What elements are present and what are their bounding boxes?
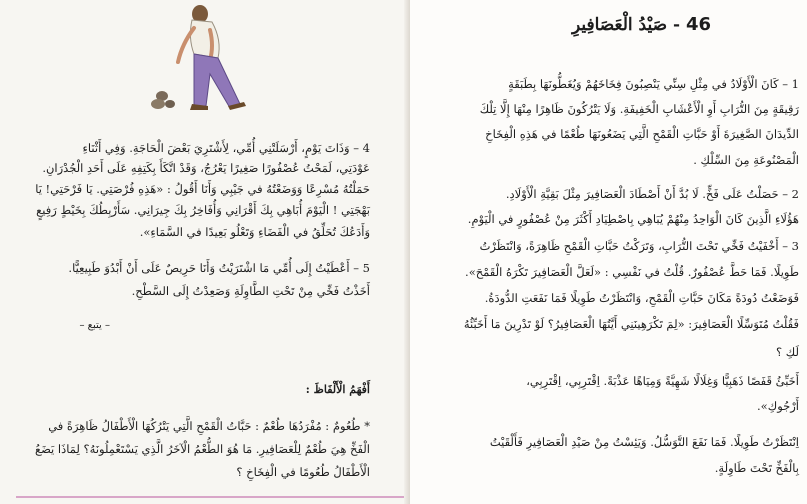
story-line: أَرْجُوكِ». [757, 399, 799, 413]
page-edge-rule [16, 496, 410, 498]
to-be-continued: – يتبع – [79, 320, 110, 331]
story-line: الدِّيدَانَ الصَّغِيرَةَ أَوْ حَبَّاتِ الْقَمْحِ الَّتِي يَضَعُونَهَا طُعْمًا في هَذِهِ الْفِخَاخِ [485, 127, 799, 141]
story-line: الْمَصْنُوعَةِ مِنَ السِّلْكِ . [693, 153, 799, 167]
story-line: لَكِ ؟ [776, 345, 799, 359]
story-line: أَخَذْتُ فَخِّي مِنْ تَحْتِ الطَّاوِلَةِ وَصَعِدْتُ إِلَى السَّطْحِ. [131, 284, 370, 298]
story-line: طَوِيلًا. فَمَا حَطَّ عُصْفُورٌ. قُلْتُ في نَفْسِي : «لَعَلَّ الْعَصَافِيرَ تَكْرَهُ الْقَمْحَ». [465, 265, 799, 279]
story-line: 4 – وَذَاتَ يَوْمٍ، أَرْسَلَتْنِي أُمِّي، لِأَشْتَرِيَ بَعْضَ الْحَاجَةِ. وَفِي أَثْنَاءِ [82, 141, 370, 155]
story-line: فَوَضَعْتُ دُودَةً مَكَانَ حَبَّاتِ الْقَمْحِ، وَانْتَظَرْتُ طَوِيلًا فَمَا نَفَعَتِ الدُّودَةُ. [484, 291, 799, 305]
story-line: اِنْتَظَرْتُ طَوِيلًا. فَمَا نَفَعَ التَّوَسُّلُ. وَيَئِسْتُ مِنْ صَيْدِ الْعَصَافِيرِ فَأَلْقَيْتُ [489, 435, 799, 449]
story-line: عَوْدَتِي، لَمَحْتُ عُصْفُورًا صَغِيرًا يَعْرُجُ، وَقَدْ اتَّكَأَ بِكَتِفِهِ عَلَى أَحَدِ الْجُدْرَانِ. [42, 161, 370, 175]
story-line: هَؤُلَاءِ الَّذِينَ كَانَ الْوَاحِدُ مِنْهُمْ يُبَاهِي بِاصْطِيَادِ أَكْثَرَ مِنْ عُصْفُورٍ في الْيَوْمِ. [467, 212, 799, 226]
story-line: 5 – أَعْطَيْتُ إِلَى أُمِّي مَا اشْتَرَيْتُ وَأَنَا حَرِيصٌ عَلَى أَنْ أَبْدُوَ طَبِيعِيًّا. [68, 261, 370, 275]
story-line: 2 – حَصَلْتُ عَلَى فَخٍّ. لَا بُدَّ أَنْ أَصْطَادَ الْعَصَافِيرَ مِثْلَ بَقِيَّةِ الْأَوْلَادِ. [505, 187, 799, 201]
lesson-number: 46 [685, 14, 711, 35]
lesson-title [572, 14, 711, 35]
boy-with-trap-illustration [148, 0, 278, 118]
story-line: 3 – أَخْفَيْتُ فَخِّي تَحْتَ التُّرَابِ، وَتَرَكْتُ حَبَّاتِ الْقَمْحِ ظَاهِرَةً، وَانْتَظَرْتُ [479, 239, 799, 253]
story-line: بَهْجَتِي ! الْيَوْمَ أُبَاهِي بِكَ أَقْرَانِي وَأُفَاخِرُ بِكَ جِيرَانِي. سَأَرْبِطُكَ بِخَيْطٍ رَفِيعٍ [36, 203, 370, 217]
right-page [410, 0, 807, 504]
story-line: وَأَدَعُكَ تُحَلِّقُ في الْفَضَاءِ وَتَعْلُو بَعِيدًا في السَّمَاءِ». [139, 225, 370, 239]
story-line: أَخَبِّئُ قَفَصًا ذَهَبِيًّا وَغِلَالًا شَهِيَّةً وَمِيَاهًا عَذْبَةً. اِقْتَرِبِي، اِقْتَرِبِي، [526, 374, 799, 388]
story-line: بِالْفَخِّ تَحْتَ طَاوِلَةٍ. [714, 461, 799, 475]
vocab-line: الْفَخِّ هِيَ طُعْمٌ لِلْعَصَافِيرِ. مَا هُوَ الطُّعْمُ الْآخَرُ الَّذِي يَسْتَعْمِلُونَهُ؟ لِمَاذَا يَضَعُ [34, 442, 370, 456]
vocab-line: * طُعُومٌ : مُفْرَدُهَا طُعْمٌ : حَبَّاتُ الْقَمْحِ الَّتِي يَتْرُكُهَا الْأَطْفَالُ ظَاهِرَةً في [48, 419, 370, 433]
vocab-heading: أَفْهَمُ الْأَلْفَاظَ : [305, 383, 370, 396]
lesson-title-text: - صَيْدُ الْعَصَافِيرِ [571, 15, 681, 35]
story-line: حَمَلْتُهُ مُسْرِعًا وَوَضَعْتُهُ في جَيْبِي وَأَنَا أَقُولُ : «هَذِهِ فُرْصَتِي. يَا فَرْحَتِي! يَا [35, 182, 370, 196]
stones [151, 91, 175, 109]
story-line: 1 – كَانَ الْأَوْلَادُ في مِثْلِ سِنِّي يَنْصِبُونَ فِخَاخَهُمْ وَيُغَطُّونَهَا بِطَبَقَةٍ [508, 77, 799, 91]
vocab-line: الْأَطْفَالُ طُعُومًا في الْفِخَاخِ ؟ [236, 465, 370, 479]
story-line: رَقِيقَةٍ مِنَ التُّرَابِ أَوِ الْأَعْشَابِ الْخَفِيفَةِ. وَلَا يَتْرُكُونَ ظَاهِرًا مِنْهَا إِلَّا تِلْكَ [479, 102, 799, 116]
story-line: فَقُلْتُ مُتَوَسِّلًا الْعَصَافِيرَ: «لِمَ تَكْرَهِينَنِي أَيَّتُهَا الْعَصَافِيرُ؟ لَوْ تَدْرِينَ مَا أَخَبِّئُهُ [463, 317, 799, 331]
boy-figure [178, 5, 246, 110]
